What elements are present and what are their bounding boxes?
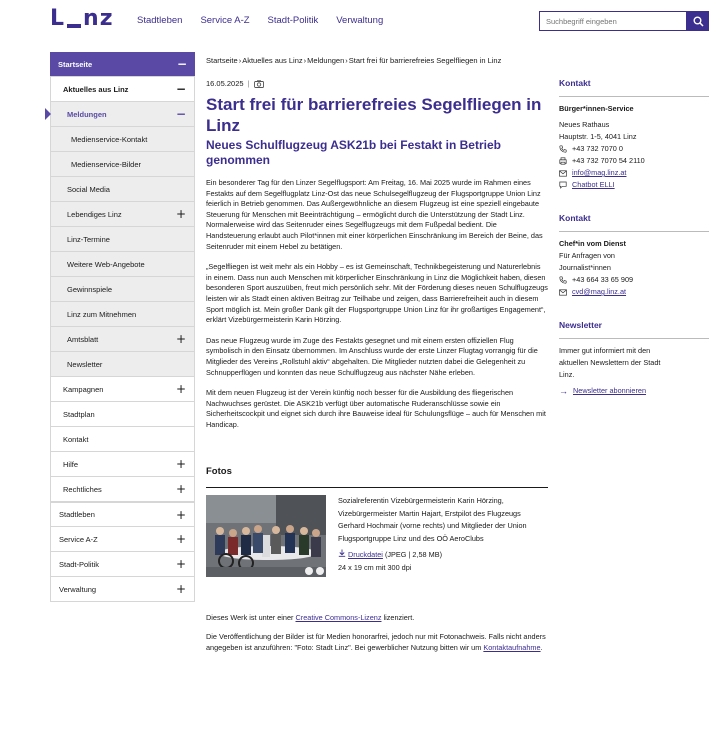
main-content <box>206 56 548 653</box>
meta-divider: | <box>247 79 250 88</box>
nav-stadtleben[interactable]: Stadtleben <box>137 15 183 26</box>
mail-icon <box>559 170 567 177</box>
fax-number: +43 732 7070 54 2110 <box>572 156 645 165</box>
article-meta <box>206 79 548 88</box>
newsletter-link[interactable]: Newsletter abonnieren <box>573 386 647 395</box>
newsletter-heading: Newsletter <box>559 320 709 339</box>
breadcrumb-current: Start frei für barrierefreies Segelfliegen in Linz <box>348 56 502 65</box>
sidebar-item-label: Meldungen <box>67 109 107 119</box>
expand-icon[interactable]: + <box>175 382 186 396</box>
sidebar-item-label: Verwaltung <box>59 584 97 594</box>
email-link[interactable]: cvd@mag.linz.at <box>572 287 627 296</box>
license-text <box>206 613 548 624</box>
email-row <box>559 167 709 179</box>
expand-icon[interactable]: + <box>175 532 186 546</box>
phone-number[interactable]: +43 732 7070 0 <box>572 144 623 153</box>
collapse-icon[interactable]: − <box>175 82 186 96</box>
sidebar-group <box>50 77 195 502</box>
sidebar-item-label: Hilfe <box>63 459 79 469</box>
linz-logo[interactable] <box>50 8 114 30</box>
sidebar-item-gewinnspiele[interactable] <box>51 277 194 302</box>
sidebar-item-weitere-web-angebote[interactable] <box>51 252 194 277</box>
sidebar-item-kontakt[interactable] <box>51 427 194 452</box>
phone-row <box>559 274 709 286</box>
phone-icon <box>559 276 567 284</box>
nav-verwaltung[interactable]: Verwaltung <box>336 15 384 26</box>
mail-icon <box>559 289 567 296</box>
license-prefix: Dieses Werk ist unter einer <box>206 613 296 623</box>
photo-info <box>338 495 548 577</box>
sidebar-item-label: Weitere Web-Angebote <box>67 259 145 269</box>
article-paragraph: Das neue Flugzeug wurde im Zuge des Festakts gesegnet und mit einem ersten offiziellen Flug symbolisch in den Einsatz übernommen. Im Anschluss wurde der erste Linzer Flugtag vorrangig für die Mitglieder des Vereins „Rollstuhl aktiv“ abgehalten. Die Mitglieder nutzten dabei die Gelegenheit zu Schnupperflügen und konnten das neue Schulflugzeug aus nächster Nähe erleben. <box>206 335 538 377</box>
newsletter-row <box>559 385 709 397</box>
sidebar-item-label: Social Media <box>67 184 110 194</box>
sidebar-item-label: Kontakt <box>63 434 89 444</box>
newsletter-block <box>559 345 709 397</box>
chat-icon <box>559 181 567 189</box>
photo-caption: Sozialreferentin Vizebürgermeisterin Karin Hörzing, Vizebürgermeister Martin Hajart, Erstpilot des Flugzeugs Gerhard Hochmair (vorne rechts) und Mitglieder der Union Flugsportgruppe Linz und des OÖ AeroClubs <box>338 496 527 543</box>
sidebar-item-rechtliches[interactable] <box>51 477 194 502</box>
phone-icon <box>559 145 567 153</box>
sidebar-item-label: Aktuelles aus Linz <box>63 84 129 94</box>
sidebar-item-label: Gewinnspiele <box>67 284 113 294</box>
sidebar-item-stadtplan[interactable] <box>51 402 194 427</box>
contact-sidebar <box>559 78 709 397</box>
active-marker <box>45 108 51 120</box>
breadcrumb-separator: › <box>303 56 307 65</box>
sidebar-item-aktuelles[interactable] <box>51 77 194 102</box>
photos-heading: Fotos <box>206 466 548 488</box>
contact-link[interactable]: Kontaktaufnahme <box>483 642 541 652</box>
photo-download <box>338 549 548 562</box>
search-icon <box>693 16 704 27</box>
sidebar-item-label: Rechtliches <box>63 484 102 494</box>
sidebar-item-label: Medienservice-Bilder <box>71 159 142 169</box>
expand-icon[interactable]: + <box>175 508 186 522</box>
logo-letter-l: L <box>50 6 66 31</box>
expand-icon[interactable]: + <box>175 457 186 471</box>
phone-number[interactable]: +43 664 33 65 909 <box>572 275 634 284</box>
sidebar-nav <box>50 52 195 602</box>
newsletter-text: Immer gut informiert mit den aktuellen Newslettern der Stadt Linz. <box>559 346 661 379</box>
breadcrumb-item[interactable]: Startseite <box>206 56 238 65</box>
email-row <box>559 286 709 298</box>
notice-prefix: Die Veröffentlichung der Bilder ist für Medien honorarfrei, jedoch nur mit Fotonachweis. Falls nicht anders angegeben ist anzuführen: "Foto: Stadt Linz". Bei gewerblicher Nutzung bitten wir um <box>206 632 546 652</box>
chatbot-row <box>559 179 709 191</box>
sidebar-item-label: Stadtplan <box>63 409 95 419</box>
sidebar-item-label: Kampagnen <box>63 384 104 394</box>
sidebar-item-lebendiges-linz[interactable] <box>51 202 194 227</box>
kontakt-name: Chef*in vom Dienst <box>559 239 626 248</box>
kontakt-name: Bürger*innen-Service <box>559 104 634 113</box>
sidebar-item-label: Medienservice-Kontakt <box>71 134 148 144</box>
arrow-right-icon: → <box>559 386 568 396</box>
sidebar-item-newsletter[interactable] <box>51 352 194 377</box>
sidebar-item-verwaltung[interactable] <box>50 577 195 602</box>
sidebar-item-startseite[interactable] <box>50 52 195 77</box>
sidebar-item-medienservice-bilder[interactable] <box>51 152 194 177</box>
expand-icon[interactable]: + <box>175 207 186 221</box>
kontakt-address2: Hauptstr. 1-5, 4041 Linz <box>559 132 637 141</box>
kontakt-address1: Neues Rathaus <box>559 120 610 129</box>
notice-suffix: . <box>540 642 543 652</box>
article-title: Start frei für barrierefreies Segelfliegen in Linz <box>206 95 542 135</box>
sidebar-item-linz-zum-mitnehmen[interactable] <box>51 302 194 327</box>
fax-row <box>559 155 709 167</box>
sidebar-item-amtsblatt[interactable] <box>51 327 194 352</box>
kontakt-block <box>559 103 709 191</box>
sidebar-item-service-az[interactable] <box>50 527 195 552</box>
article-subtitle: Neues Schulflugzeug ASK21b bei Festakt in Betrieb genommen <box>206 138 501 167</box>
sidebar-item-stadt-politik[interactable] <box>50 552 195 577</box>
sidebar-item-label: Startseite <box>58 59 93 69</box>
sidebar-item-label: Linz-Termine <box>67 234 110 244</box>
sidebar-item-meldungen[interactable] <box>51 102 194 127</box>
phone-row <box>559 143 709 155</box>
photo-dimensions: 24 x 19 cm mit 300 dpi <box>338 562 412 572</box>
nav-service-az[interactable]: Service A-Z <box>200 15 250 26</box>
article-paragraph: Ein besonderer Tag für den Linzer Segelflugsport: Am Freitag, 16. Mai 2025 wurde im Rahmen eines Festakts auf dem Segelflugplatz Linz-Ost das neue Schulsegelflugzeug der Flugsportgruppe Union Linz feierlich in Betrieb genommen. Das Außergewöhnliche an diesem Flugzeug ist eine speziell eingebaute Steuerung für Menschen mit Beeinträchtigung – ermöglicht durch die Unterstützung der Stadt Linz. Normalerweise wird das Seitenruder eines Segelflugzeugs mit dem Fußpedal bedient. Die Handsteuerung erlaubt auch Pilot*innen mit einer körperlichen Einschränkung im Bereich der Beine, das Seitenruder mit einem Hebel zu betätigen. <box>206 178 543 251</box>
sidebar-item-label: Stadt-Politik <box>59 559 100 569</box>
site-header <box>0 0 723 40</box>
photo-entry <box>206 495 548 577</box>
kontakt-heading: Kontakt <box>559 213 709 232</box>
collapse-icon[interactable]: − <box>175 107 186 121</box>
expand-icon[interactable]: + <box>175 482 186 496</box>
logo-bar <box>67 24 81 28</box>
camera-icon <box>254 80 264 88</box>
expand-icon[interactable]: + <box>175 557 186 571</box>
article-paragraph: Mit dem neuen Flugzeug ist der Verein künftig noch besser für die Ausbildung des fliegerischen Nachwuchses gerüstet. Die ASK21b verfügt über automatische Ruderanschlüsse sowie ein Sicherheitscockpit und eignet sich durch ihre Bauweise ideal für Schulungsflüge – auch für Menschen mit Handicap. <box>206 388 546 429</box>
sidebar-item-stadtleben[interactable] <box>50 502 195 527</box>
email-link[interactable]: info@mag.linz.at <box>572 168 627 177</box>
group-photo <box>206 495 326 577</box>
license-link[interactable]: Creative Commons-Lizenz <box>295 613 382 623</box>
sidebar-item-label: Linz zum Mitnehmen <box>67 309 137 319</box>
sidebar-item-kampagnen[interactable] <box>51 377 194 402</box>
breadcrumb-separator: › <box>345 56 348 65</box>
article-paragraph: „Segelfliegen ist weit mehr als ein Hobby – es ist Gemeinschaft, Technikbegeisterung und Naturerlebnis in einem. Dass nun auch Menschen mit körperlicher Einschränkung in Linz die Möglichkeit haben, diesen besonderen Sport auszuüben, freut mich persönlich sehr. Mit der Förderung dieses neuen Schulflugzeugs leisten wir als Stadt einen aktiven Beitrag zur Teilhabe und zeigen, dass Barrierefreiheit auch in diesem Sport möglich ist. Mein großer Dank gilt der Flugsportgruppe Union Linz für ihr großartiges Engagement“, erklärt Vizebürgermeisterin Karin Hörzing. <box>206 262 548 325</box>
sidebar-item-social-media[interactable] <box>51 177 194 202</box>
sidebar-item-label: Lebendiges Linz <box>67 209 122 219</box>
sidebar-item-medienservice-kontakt[interactable] <box>51 127 194 152</box>
search-box <box>539 11 709 31</box>
kontakt-desc: Journalist*innen <box>559 263 611 272</box>
breadcrumb-separator: › <box>238 56 242 65</box>
kontakt-block <box>559 238 709 298</box>
license-suffix: lizenziert. <box>381 613 415 623</box>
search-button[interactable] <box>687 11 709 31</box>
download-link[interactable]: Druckdatei <box>348 550 383 560</box>
chatbot-link[interactable]: Chatbot ELLI <box>572 180 615 189</box>
breadcrumb-item[interactable]: Aktuelles aus Linz <box>242 56 303 65</box>
breadcrumb <box>206 56 548 65</box>
kontakt-heading: Kontakt <box>559 78 709 97</box>
nav-stadt-politik[interactable]: Stadt-Politik <box>267 15 319 26</box>
collapse-icon[interactable]: − <box>176 57 187 71</box>
photo-thumbnail[interactable] <box>206 495 326 577</box>
logo-letters-nz: nz <box>83 6 114 31</box>
sidebar-item-label: Service A-Z <box>59 534 98 544</box>
sidebar-item-label: Stadtleben <box>59 510 95 519</box>
sidebar-item-label: Amtsblatt <box>67 334 99 344</box>
usage-notice <box>206 632 548 653</box>
sidebar-item-hilfe[interactable] <box>51 452 194 477</box>
file-format: (JPEG | 2,58 MB) <box>384 550 442 560</box>
search-input[interactable] <box>539 11 687 31</box>
main-nav <box>137 15 401 26</box>
fax-icon <box>559 157 567 165</box>
expand-icon[interactable]: + <box>175 332 186 346</box>
download-icon <box>338 549 346 557</box>
article-date: 16.05.2025 <box>206 79 244 88</box>
kontakt-desc: Für Anfragen von <box>559 251 615 260</box>
breadcrumb-item[interactable]: Meldungen <box>307 56 345 65</box>
sidebar-item-label: Newsletter <box>67 359 103 369</box>
expand-icon[interactable]: + <box>175 582 186 596</box>
sidebar-item-linz-termine[interactable] <box>51 227 194 252</box>
